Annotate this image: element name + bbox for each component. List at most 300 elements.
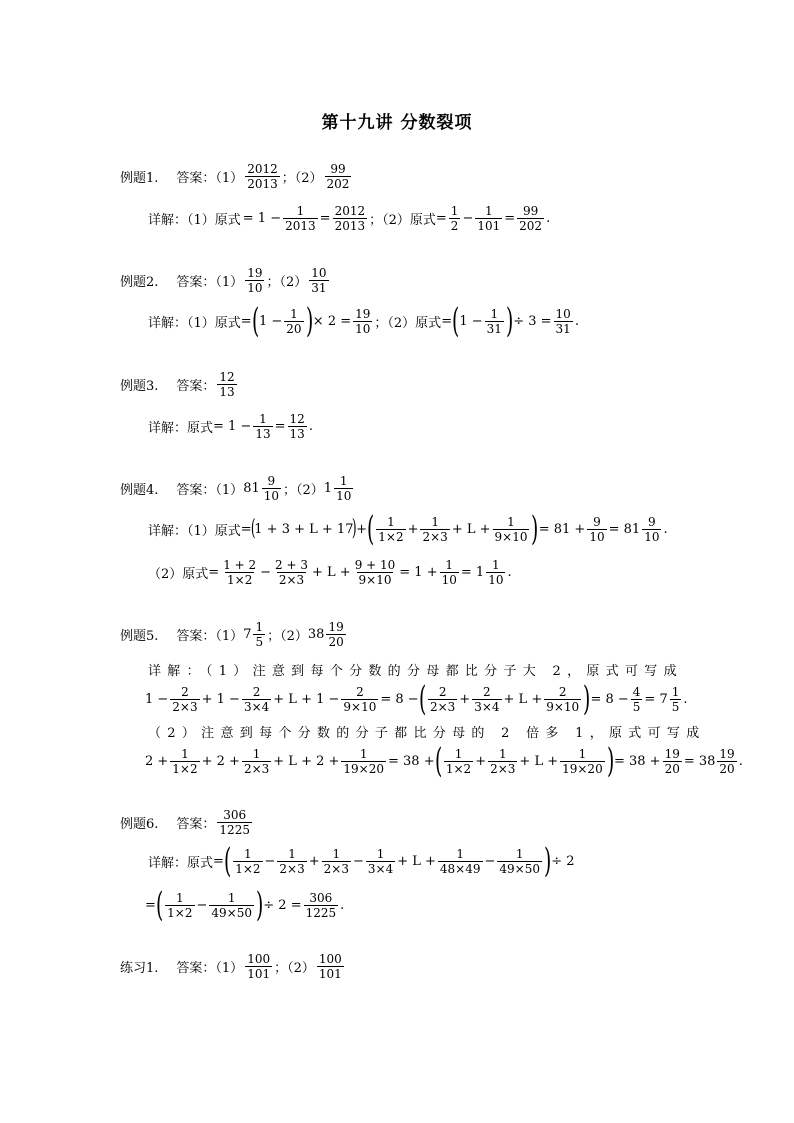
math-text: − [462,211,474,226]
math-text: 1 [387,514,395,529]
math-text: 81 [243,481,260,496]
math-text: 9×10 [343,699,377,714]
example-label: 例题6. [120,817,159,832]
math-text: 9 + 10 [354,558,396,572]
math-text: 详解：原式 [148,421,214,436]
math-text: 2×3 [429,699,456,714]
math-text: 1 [490,306,499,321]
math-text: （2）原式 [148,567,209,582]
example-label: 例题3. [120,379,159,394]
fraction [544,685,581,714]
math-text: 100 [247,952,271,966]
math-text: 3×4 [367,861,394,876]
math-text: 1×2 [167,905,193,920]
fraction [245,952,272,981]
math-text: 3×4 [474,699,500,714]
math-text: × 2 = [312,313,352,329]
math-text: 20 [286,321,302,336]
example-5-answer [120,620,348,649]
math-text: 2 [558,684,567,699]
fraction [334,474,353,503]
math-text: 1×2 [445,761,472,776]
fraction [670,685,682,714]
math-text: 2013 [285,219,316,233]
example-5-detail-1 [145,679,688,719]
math-text: 1 [515,846,524,861]
math-text: = [504,211,516,226]
math-text: 2013 [247,177,278,191]
math-text: 1 + 2 [223,558,257,572]
fraction [283,204,318,233]
math-text: 1 [450,204,459,218]
math-text: 5 [255,635,264,649]
math-text: 10 [441,573,457,587]
math-text: 2×3 [243,761,270,776]
fraction [309,266,328,295]
fraction [560,747,605,776]
fraction [233,847,262,876]
fraction [449,204,461,233]
math-text: ÷ 2 = [263,897,302,913]
math-text: 19 [247,266,263,280]
fraction [488,747,517,776]
math-text: . [663,521,668,537]
math-text: 2 [483,684,491,699]
math-text: 10 [263,489,280,503]
math-text: ÷ 3 = [513,313,552,329]
fraction [663,747,682,776]
fraction [493,515,530,544]
math-text: − [484,853,496,869]
math-text: − [196,897,208,913]
example-5-detail-2 [145,741,743,781]
math-text: 答案：（1） [176,961,244,976]
math-text: 202 [519,219,543,233]
fraction [273,558,310,587]
math-text: 1 [498,746,507,761]
math-text: = 8 − [590,691,629,707]
fraction [165,891,194,920]
fraction [475,204,502,233]
math-text: 答案： [176,817,216,832]
math-text: 101 [318,967,342,981]
math-text: 19 [328,620,344,634]
parenthesis: ) [352,516,358,541]
math-text: + [475,753,487,769]
math-text: 1 [259,412,267,426]
fraction [717,747,736,776]
math-text: = 1 + [399,565,438,580]
math-text: 20 [328,635,344,649]
practice-label: 练习1. [120,961,159,976]
math-text: 20 [719,761,735,776]
math-text: 1 − [459,313,483,329]
fraction [242,685,271,714]
parenthesis: ) [305,301,313,341]
math-text: 1 [456,846,465,861]
math-text: 99 [522,204,539,218]
math-text: 9×10 [494,529,528,544]
math-text: 7 [243,627,252,642]
parenthesis: ( [418,679,426,719]
math-text: 10 [589,529,605,544]
math-text: ；（2）原式 [369,213,436,228]
math-text: = 8 − [380,691,419,707]
fraction [221,558,258,587]
fraction [322,847,351,876]
math-text: − [352,853,364,869]
math-text: 19×20 [562,761,603,776]
math-text: 31 [486,321,502,336]
math-text: 9 [267,474,276,488]
math-text: = 1 [460,565,485,580]
fraction [420,515,449,544]
practice-1-answer [120,952,346,981]
fraction [497,847,542,876]
math-text: 49×50 [499,861,540,876]
math-text: 1 + 3 + L + 17 [254,521,354,537]
fraction [253,620,265,649]
math-text: 4 [632,684,641,699]
math-text: 1 [578,746,587,761]
fraction [631,685,643,714]
math-text: 2×3 [279,861,305,876]
math-text: 2012 [247,162,278,176]
math-text: = 7 [644,691,668,707]
fraction [217,370,236,399]
math-text: = [240,521,252,537]
math-text: 13 [289,427,305,441]
math-text: 1 [227,890,236,905]
math-text: 1 [507,514,515,529]
math-text: 1 [376,846,385,861]
math-text: 1 [181,746,189,761]
math-text: 10 [644,529,660,544]
fraction [485,307,504,336]
math-text [308,620,348,649]
example-3-answer [120,370,239,399]
parenthesis: ( [251,301,259,341]
math-text: 2012 [334,204,366,218]
fraction [245,162,280,191]
example-2-detail [148,301,579,341]
example-3-detail [148,412,313,441]
math-text: 答案：（1） [176,629,244,644]
math-text: 2×3 [490,761,516,776]
math-text: . [738,753,743,769]
math-text: 1×2 [235,861,261,876]
math-text: 2 [356,684,364,699]
math-text: 1 [252,746,261,761]
math-text: 1 − [258,313,283,329]
math-text: . [683,691,688,707]
math-text: + L + [312,565,351,580]
math-text: 详解：原式 [148,855,214,871]
math-text: 10 [355,321,371,336]
example-4-detail-2 [148,558,512,587]
fraction [217,808,252,837]
fraction [317,952,344,981]
math-text: 2×3 [323,861,349,876]
math-text: = [240,313,252,329]
fraction [284,307,303,336]
fraction [288,412,307,441]
math-text: . [340,897,345,913]
math-text: 20 [664,761,680,776]
math-text: 9 [648,514,656,529]
math-text: = [213,853,224,869]
math-text: 答案：（1） [176,483,244,498]
math-text: + L + 2 + [273,753,340,769]
math-text: 2 [252,684,261,699]
example-4-answer [120,474,355,503]
fraction [554,307,573,336]
math-text: ；（2） [266,275,308,290]
math-text [243,474,283,503]
math-text: 99 [330,162,346,176]
math-text: 10 [311,266,327,280]
parenthesis: ( [434,741,442,781]
math-text: 5 [671,699,680,714]
math-text: 12 [289,412,305,426]
math-text: 13 [255,427,271,441]
math-text: 1 [323,481,333,496]
math-text: 1 [255,620,264,634]
math-text: 31 [311,281,327,295]
math-text: 101 [247,967,271,981]
fraction [333,204,368,233]
math-text [324,474,356,503]
math-text: 3×4 [243,699,270,714]
math-text: + [407,521,419,537]
fraction [209,891,254,920]
math-text: 306 [309,890,333,905]
parenthesis: ) [255,885,264,925]
math-text: 10 [336,489,352,503]
fraction [353,307,372,336]
fraction [253,412,272,441]
fraction [376,515,405,544]
math-text: = 1 − [213,419,252,434]
math-text: 1225 [219,823,250,837]
math-text: ；（2） [274,961,315,976]
math-text: 100 [318,952,342,966]
math-text: . [308,419,313,434]
example-label: 例题4. [120,483,159,498]
parenthesis: ) [505,301,514,341]
math-text: 1 [339,474,348,488]
math-text: = [435,211,447,226]
math-text: = 81 [608,521,641,537]
example-6-answer [120,808,254,837]
parenthesis: ) [583,679,591,719]
math-text: + 2 + [201,753,240,769]
parenthesis: ( [250,516,256,541]
math-text: 19 [355,306,371,321]
fraction [587,515,606,544]
parenthesis: ( [155,885,164,925]
math-text: 10 [555,306,571,321]
math-text: + L + [503,691,543,707]
math-text: − [264,853,276,869]
math-text: + [459,691,471,707]
math-text: 1225 [305,905,337,920]
fraction [428,685,457,714]
math-text: − [260,565,272,580]
example-label: 例题2. [120,275,159,290]
math-text: 1×2 [378,529,404,544]
math-text: ；（2）原式 [374,315,442,331]
math-text: = 38 + [388,753,435,769]
math-text: 1×2 [172,761,198,776]
math-text: 1×2 [227,573,253,587]
math-text: 31 [555,321,571,336]
math-text: 2 [450,219,459,233]
math-text: 1 [671,684,680,699]
parenthesis: ( [366,509,375,549]
math-text: 1 [484,204,493,218]
example-5-note-1: 详解：（1）注意到每个分数的分母都比分子大 2，原式可写成 [148,664,683,679]
math-text: 9 [593,514,601,529]
math-text: 48×49 [439,861,481,876]
example-2-answer [120,266,331,295]
fraction [170,685,199,714]
math-text: 306 [223,808,247,822]
fraction [326,620,345,649]
math-text: 1 [244,846,252,861]
math-text: 101 [477,219,501,233]
fraction [245,266,264,295]
math-text: 1 [454,746,463,761]
math-text: 1 − [145,691,169,707]
parenthesis: ) [531,509,539,549]
parenthesis: ) [606,741,614,781]
parenthesis: ) [543,841,552,881]
fraction [325,162,352,191]
math-text: + L + [519,753,559,769]
fraction [277,847,306,876]
math-text: = 81 + [538,521,586,537]
math-text: = [319,211,331,226]
fraction [304,891,339,920]
fraction [444,747,473,776]
math-text: 2 [181,684,189,699]
math-text: 10 [488,573,504,587]
math-text: 1 [288,846,296,861]
math-text: = [208,565,220,580]
math-text: 13 [219,385,235,399]
math-text: 详解：（1）原式 [148,523,241,539]
example-6-detail-2 [145,885,345,925]
math-text: = [274,419,286,434]
math-text: . [574,313,579,329]
math-text: . [546,211,551,226]
fraction [438,847,483,876]
math-text: = [145,897,156,913]
math-text: 1 [332,846,341,861]
math-text: 2 + 3 [275,558,308,572]
math-text: + [308,853,320,869]
fraction [353,558,398,587]
math-text: 详解：（1）原式 [148,315,241,331]
math-text: 答案：（1） [176,171,244,186]
math-text: + [356,521,367,537]
math-text: = 38 + [613,753,661,769]
example-5-note-2: （2）注意到每个分数的分子都比分母的 2 倍多 1，原式可写成 [148,726,706,741]
math-text: 1 [296,204,305,218]
math-text: + 1 − [201,691,240,707]
math-text: 1 [431,514,439,529]
fraction [242,747,271,776]
math-text: 19 [664,746,680,761]
math-text: 2×3 [172,699,198,714]
math-text: 19 [719,746,735,761]
math-text: + L + 1 − [273,691,340,707]
fraction [517,204,544,233]
math-text: . [507,565,512,580]
math-text: 1 [492,558,500,572]
fraction [341,685,378,714]
math-text: 19×20 [343,761,384,776]
math-text: 5 [632,699,641,714]
math-text: 2013 [334,219,366,233]
math-text: 2×3 [278,573,305,587]
parenthesis: ( [223,841,232,881]
math-text: = [441,313,453,329]
math-text: 10 [247,281,263,295]
math-text: = 38 [683,753,716,769]
math-text: 答案：（1） [176,275,244,290]
math-text: 2 + [145,753,169,769]
fraction [366,847,395,876]
math-text: 1 [445,558,454,572]
math-text: = 1 − [242,211,282,226]
math-text: 49×50 [211,905,252,920]
parenthesis: ( [452,301,460,341]
example-1-detail [148,204,550,233]
math-text: 详解：（1）原式 [148,213,241,228]
math-text: 9×10 [358,573,392,587]
math-text: 2×3 [422,529,448,544]
fraction [170,747,199,776]
example-label: 例题1. [120,171,159,186]
math-text [243,620,267,649]
math-text: 1 [290,306,298,321]
math-text: 202 [326,177,350,191]
math-text: 1 [176,890,184,905]
page-title: 第十九讲 分数裂项 [321,113,473,133]
fraction [472,685,501,714]
math-text: 9×10 [546,699,580,714]
example-label: 例题5. [120,629,159,644]
math-text: 12 [219,370,235,384]
math-text: ÷ 2 [551,853,575,869]
math-text: + L + [451,521,491,537]
math-text: 1 [359,746,368,761]
math-text: 38 [307,627,325,642]
example-1-answer [120,162,353,191]
fraction [642,515,661,544]
fraction [262,474,281,503]
fraction [486,558,505,587]
fraction [440,558,459,587]
example-6-detail-1 [148,841,575,881]
math-text: ；（2） [283,483,324,498]
math-text: ；（2） [281,171,323,186]
math-text: + L + [397,853,436,869]
fraction [341,747,386,776]
example-4-detail-1 [148,509,668,549]
